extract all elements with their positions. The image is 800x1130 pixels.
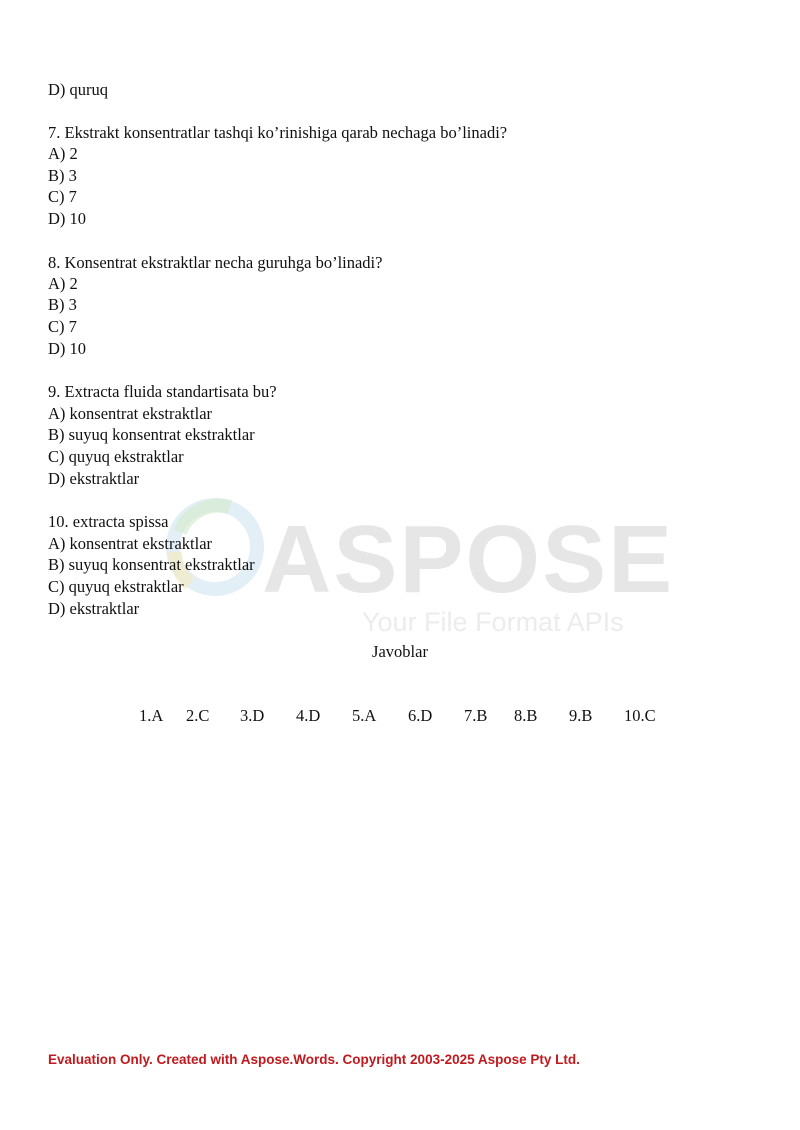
- q10-option-c: C) quyuq ekstraktlar: [48, 577, 184, 596]
- answers-heading: Javoblar: [372, 642, 428, 661]
- answer-9: 9.B: [569, 706, 593, 725]
- q10-option-b: B) suyuq konsentrat ekstraktlar: [48, 555, 255, 574]
- answer-2: 2.C: [186, 706, 210, 725]
- question-9: 9. Extracta fluida standartisata bu?: [48, 382, 277, 401]
- answer-1: 1.A: [139, 706, 164, 725]
- q10-option-a: A) konsentrat ekstraktlar: [48, 534, 213, 553]
- q9-option-a: A) konsentrat ekstraktlar: [48, 404, 213, 423]
- watermark-title: ASPOSE: [262, 506, 675, 613]
- q8-option-b: B) 3: [48, 295, 77, 314]
- answer-10: 10.C: [624, 706, 656, 725]
- answer-4: 4.D: [296, 706, 321, 725]
- q7-option-d: D) 10: [48, 209, 87, 228]
- q9-option-d: D) ekstraktlar: [48, 469, 140, 488]
- q10-option-d: D) ekstraktlar: [48, 599, 140, 618]
- question-10: 10. extracta spissa: [48, 512, 169, 531]
- q8-option-a: A) 2: [48, 274, 78, 293]
- q9-option-c: C) quyuq ekstraktlar: [48, 447, 184, 466]
- answer-6: 6.D: [408, 706, 433, 725]
- watermark-subtitle: Your File Format APIs: [362, 607, 624, 637]
- q9-option-b: B) suyuq konsentrat ekstraktlar: [48, 425, 255, 444]
- answer-8: 8.B: [514, 706, 538, 725]
- q8-option-d: D) 10: [48, 339, 87, 358]
- question-7: 7. Ekstrakt konsentratlar tashqi ko’rinishiga qarab nechaga bo’linadi?: [48, 123, 508, 142]
- q7-option-c: C) 7: [48, 187, 77, 206]
- question-8: 8. Konsentrat ekstraktlar necha guruhga bo’linadi?: [48, 253, 383, 272]
- q7-option-a: A) 2: [48, 144, 78, 163]
- q8-option-c: C) 7: [48, 317, 77, 336]
- q7-option-b: B) 3: [48, 166, 77, 185]
- evaluation-footer: Evaluation Only. Created with Aspose.Words. Copyright 2003-2025 Aspose Pty Ltd.: [48, 1052, 580, 1067]
- option-d-prev: D) quruq: [48, 80, 109, 99]
- answer-7: 7.B: [464, 706, 488, 725]
- answer-5: 5.A: [352, 706, 377, 725]
- answer-3: 3.D: [240, 706, 265, 725]
